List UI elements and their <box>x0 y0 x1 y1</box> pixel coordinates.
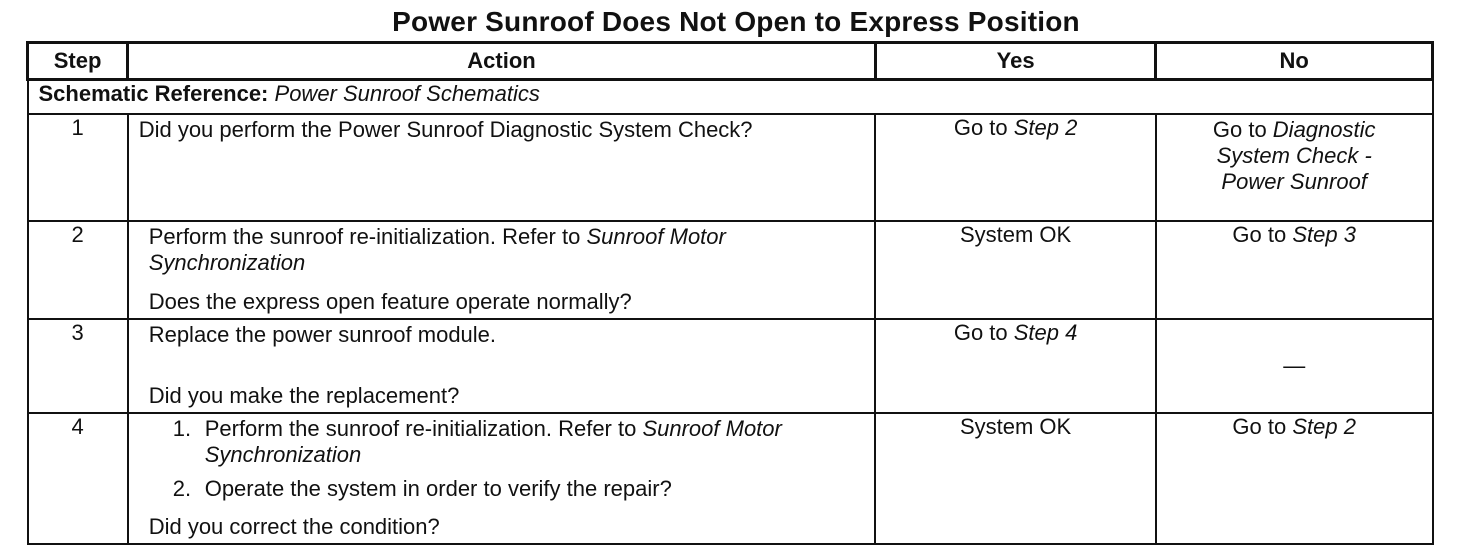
yes-cell <box>875 319 1156 413</box>
header-row <box>28 43 1433 80</box>
action-cell <box>128 413 876 544</box>
schematic-label: Schematic Reference: <box>38 81 269 106</box>
action-list <box>149 416 865 502</box>
diagnostic-table <box>26 41 1434 545</box>
no-cell: — <box>1156 319 1433 413</box>
yes-cell: System OK <box>875 413 1156 544</box>
yes-step-ref: Step 4 <box>1013 320 1078 345</box>
yes-prefix: Go to <box>953 115 1014 140</box>
action-text: Perform the sunroof re-initialization. Refer to <box>148 224 587 249</box>
yes-prefix: Go to <box>953 320 1014 345</box>
action-text: Did you perform the Power Sunroof Diagnostic System Check? <box>138 117 753 142</box>
action-cell <box>128 221 876 319</box>
action-cell <box>128 114 876 221</box>
action-instruction <box>149 224 865 276</box>
list-text <box>205 416 865 468</box>
no-prefix: Go to <box>1232 414 1293 439</box>
list-item-text: Operate the system in order to verify the repair? <box>204 476 672 501</box>
action-cell <box>128 319 876 413</box>
table-row <box>28 221 1433 319</box>
schematic-row <box>28 80 1433 115</box>
step-number: 1 <box>28 114 128 221</box>
list-item <box>149 476 865 502</box>
page-title: Power Sunroof Does Not Open to Express Position <box>392 6 1080 37</box>
list-item <box>149 416 865 468</box>
no-cell <box>1156 114 1433 221</box>
list-number: 2. <box>172 476 192 501</box>
list-number: 1. <box>172 416 192 441</box>
table-row <box>28 413 1433 544</box>
step-number: 2 <box>28 221 128 319</box>
no-prefix: Go to <box>1212 117 1273 142</box>
action-question: Did you make the replacement? <box>148 383 460 408</box>
header-no: No <box>1156 43 1433 80</box>
table-row <box>28 319 1433 413</box>
header-action: Action <box>128 43 876 80</box>
list-item-ref: Sunroof Motor Synchronization <box>204 416 782 467</box>
no-cell <box>1156 413 1433 544</box>
action-question: Did you correct the condition? <box>148 514 440 539</box>
no-prefix: Go to <box>1232 222 1293 247</box>
no-cell <box>1156 221 1433 319</box>
action-text: Replace the power sunroof module. <box>148 322 497 347</box>
no-step-ref: Step 2 <box>1292 414 1356 439</box>
header-yes: Yes <box>875 43 1156 80</box>
yes-cell: System OK <box>875 221 1156 319</box>
action-question: Does the express open feature operate normally? <box>148 289 632 314</box>
yes-cell <box>875 114 1156 221</box>
list-item-text: Perform the sunroof re-initialization. Refer to <box>204 416 643 441</box>
no-ref: Diagnostic System Check - Power Sunroof <box>1216 117 1376 194</box>
no-step-ref: Step 3 <box>1292 222 1356 247</box>
table-row <box>28 114 1433 221</box>
step-number: 3 <box>28 319 128 413</box>
action-ref: Sunroof Motor Synchronization <box>148 224 726 275</box>
header-step: Step <box>28 43 128 80</box>
yes-step-ref: Step 2 <box>1013 115 1078 140</box>
step-number: 4 <box>28 413 128 544</box>
schematic-link: Power Sunroof Schematics <box>274 81 540 106</box>
schematic-reference <box>28 80 1433 115</box>
